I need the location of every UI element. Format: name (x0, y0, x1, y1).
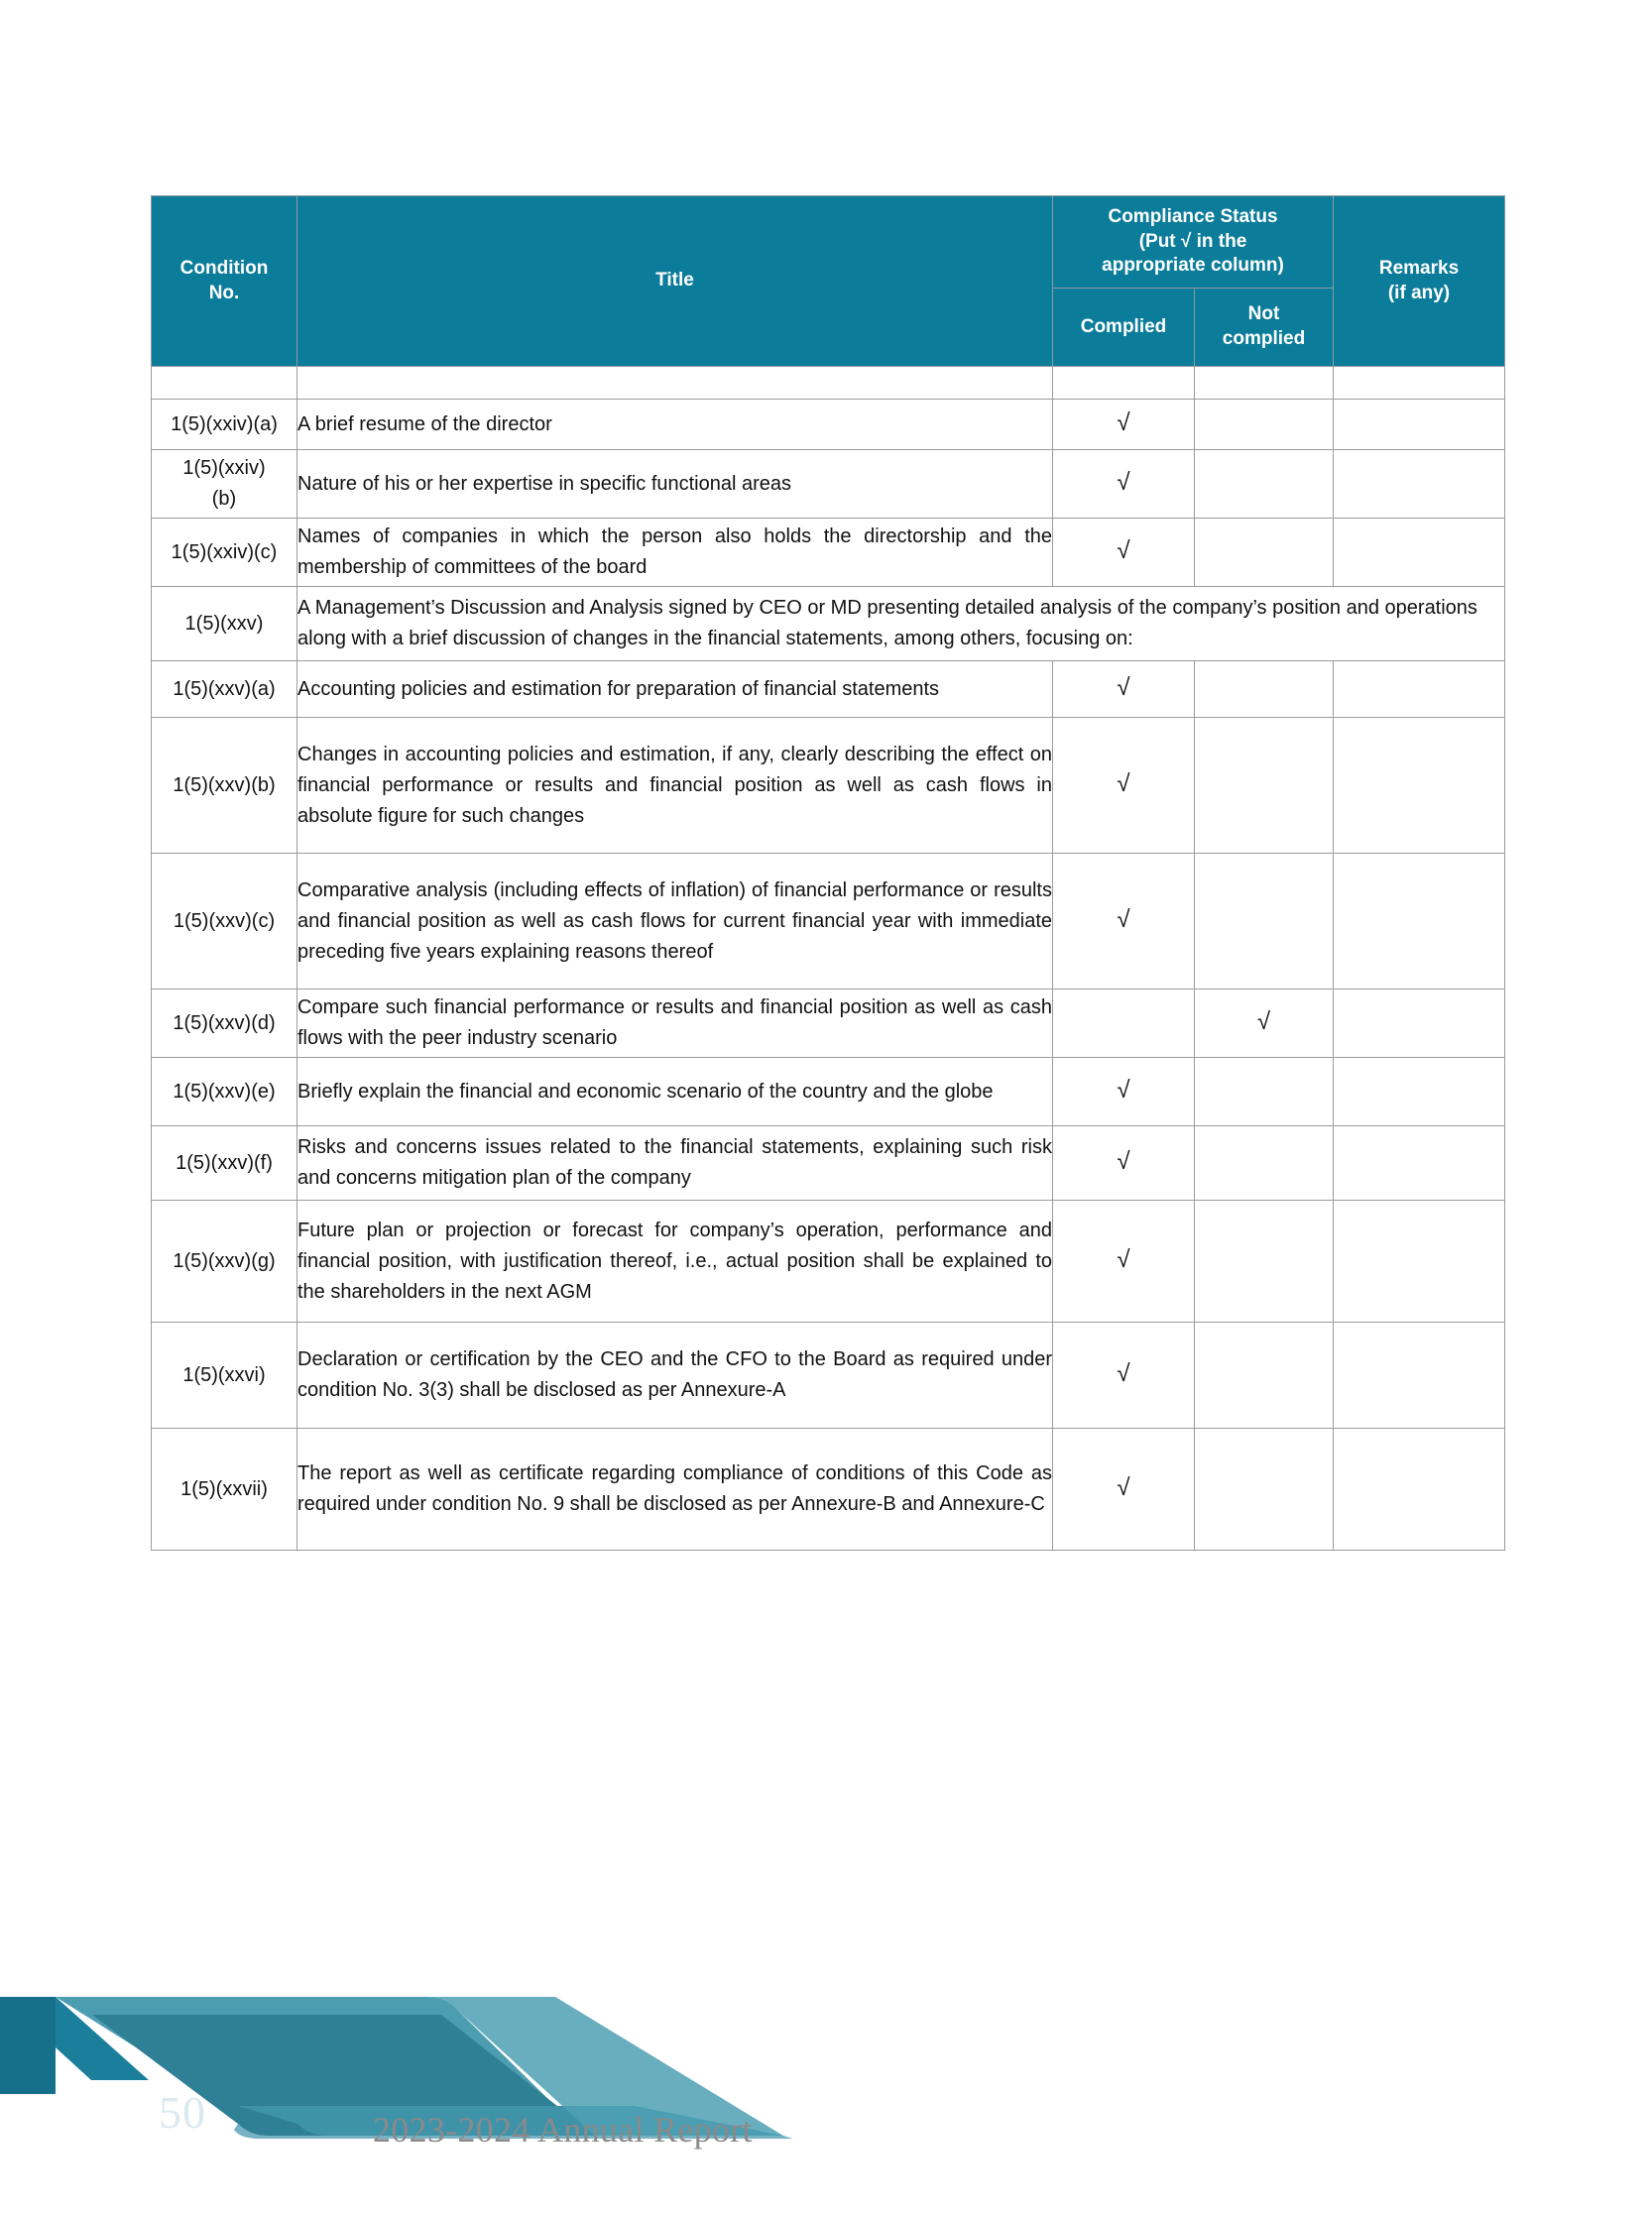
cell-complied-checkmark (1053, 1126, 1195, 1201)
check-icon: √ (1117, 536, 1130, 564)
column-header-compliance-status (1053, 196, 1334, 289)
condition-no-label-line1: Condition (179, 257, 269, 279)
cell-condition-no (152, 519, 297, 587)
complied-label: Complied (1080, 315, 1167, 337)
cell-title (297, 718, 1053, 854)
cell-not-complied-checkmark (1195, 450, 1334, 519)
cell-remarks (1334, 519, 1505, 587)
cell-title (297, 367, 1053, 400)
table-row (152, 450, 1505, 519)
cell-not-complied-checkmark (1195, 1201, 1334, 1323)
cell-condition-no (152, 367, 297, 400)
cell-remarks (1334, 661, 1505, 718)
remarks-label-line2: (if any) (1387, 282, 1451, 303)
cell-not-complied-checkmark (1195, 854, 1334, 990)
cell-complied-checkmark (1053, 1323, 1195, 1429)
cell-remarks (1334, 367, 1505, 400)
cell-not-complied-checkmark (1195, 1126, 1334, 1201)
cell-complied-checkmark (1053, 661, 1195, 718)
condition-no-text: 1(5)(xxv)(f) (176, 1151, 273, 1174)
cell-not-complied-checkmark (1195, 519, 1334, 587)
column-header-remarks (1334, 196, 1505, 367)
cell-complied-checkmark (1053, 990, 1195, 1058)
cell-complied-checkmark (1053, 519, 1195, 587)
cell-remarks (1334, 450, 1505, 519)
cell-remarks (1334, 1058, 1505, 1126)
condition-no-text: 1(5)(xxv)(e) (173, 1080, 276, 1103)
cell-condition-no (152, 450, 297, 519)
cell-title (297, 1429, 1053, 1551)
check-icon: √ (1117, 1147, 1130, 1175)
condition-no-text: 1(5)(xxiv)(c) (171, 540, 278, 563)
cell-title (297, 1201, 1053, 1323)
compliance-table-container (151, 195, 1504, 1551)
cell-title (297, 990, 1053, 1058)
table-row (152, 1201, 1505, 1323)
check-icon: √ (1256, 1007, 1271, 1035)
title-text: Accounting policies and estimation for preparation of financial statements (297, 677, 940, 700)
table-row (152, 367, 1505, 400)
check-icon: √ (1117, 1473, 1130, 1501)
check-icon: √ (1117, 769, 1130, 797)
cell-not-complied-checkmark (1195, 1429, 1334, 1551)
cell-remarks (1334, 400, 1505, 450)
cell-remarks (1334, 1323, 1505, 1429)
cell-complied-checkmark (1053, 1429, 1195, 1551)
check-icon: √ (1117, 468, 1130, 496)
compliance-status-line1: Compliance Status (1108, 205, 1278, 227)
cell-title (297, 854, 1053, 990)
cell-complied-checkmark (1053, 1201, 1195, 1323)
cell-not-complied-checkmark (1195, 1058, 1334, 1126)
table-row (152, 1126, 1505, 1201)
condition-no-text: 1(5)(xxv)(b) (173, 773, 276, 796)
cell-not-complied-checkmark (1195, 718, 1334, 854)
compliance-status-table (151, 195, 1505, 1551)
footer-annual-report-label: 2023-2024 Annual Report (373, 2110, 753, 2150)
cell-title (297, 450, 1053, 519)
table-row (152, 519, 1505, 587)
title-text: Changes in accounting policies and estimation, if any, clearly describing the effect on financial performance or results and financial position as well as cash flows in absolute figure for such changes (297, 743, 1052, 827)
not-complied-label-line2: complied (1222, 328, 1306, 349)
cell-condition-no (152, 661, 297, 718)
condition-no-text: 1(5)(xxvii) (180, 1477, 268, 1500)
table-row (152, 1323, 1505, 1429)
cell-condition-no (152, 1323, 297, 1429)
column-header-condition-no (152, 196, 297, 367)
cell-complied-checkmark (1053, 450, 1195, 519)
column-header-title (297, 196, 1053, 367)
cell-title (297, 1323, 1053, 1429)
title-text: A brief resume of the director (297, 412, 552, 435)
ribbon-edge-left (0, 1997, 56, 2094)
cell-complied-checkmark (1053, 718, 1195, 854)
cell-title (297, 400, 1053, 450)
title-text: The report as well as certificate regarding compliance of conditions of this Code as required under condition No. 9 shall be disclosed as per Annexure-B and Annexure-C (297, 1462, 1052, 1515)
cell-title-fullwidth (297, 587, 1505, 661)
cell-condition-no (152, 587, 297, 661)
check-icon: √ (1117, 1245, 1130, 1273)
title-text: Nature of his or her expertise in specific functional areas (297, 472, 792, 495)
cell-title (297, 1126, 1053, 1201)
column-header-not-complied (1195, 289, 1334, 367)
table-row (152, 718, 1505, 854)
check-icon: √ (1117, 1076, 1130, 1104)
cell-condition-no (152, 1126, 297, 1201)
condition-no-text: 1(5)(xxv)(a) (173, 677, 276, 700)
condition-no-text: 1(5)(xxv)(c) (173, 909, 276, 932)
table-row (152, 661, 1505, 718)
table-row (152, 587, 1505, 661)
header-row-primary (152, 196, 1505, 289)
cell-condition-no (152, 1058, 297, 1126)
remarks-label-line1: Remarks (1378, 257, 1460, 279)
title-label: Title (655, 270, 694, 291)
title-text: Compare such financial performance or results and financial position as well as cash flows with the peer industry scenario (297, 996, 1052, 1049)
title-text: Declaration or certification by the CEO and the CFO to the Board as required under condition No. 3(3) shall be disclosed as per Annexure-A (297, 1348, 1052, 1401)
cell-not-complied-checkmark (1195, 400, 1334, 450)
cell-complied-checkmark (1053, 400, 1195, 450)
cell-title (297, 1058, 1053, 1126)
cell-not-complied-checkmark (1195, 1323, 1334, 1429)
table-row (152, 854, 1505, 990)
cell-title (297, 519, 1053, 587)
condition-no-text-cont: (b) (211, 488, 237, 510)
title-text: Briefly explain the financial and economic scenario of the country and the globe (297, 1080, 994, 1103)
cell-not-complied-checkmark (1195, 990, 1334, 1058)
cell-condition-no (152, 990, 297, 1058)
compliance-status-line2: (Put √ in the (1138, 230, 1247, 252)
check-icon: √ (1117, 408, 1130, 436)
condition-no-text: 1(5)(xxiv) (182, 457, 266, 479)
cell-complied-checkmark (1053, 367, 1195, 400)
cell-remarks (1334, 1201, 1505, 1323)
footer-ribbon-graphic (0, 1985, 1652, 2213)
cell-not-complied-checkmark (1195, 661, 1334, 718)
table-header (152, 196, 1505, 367)
cell-remarks (1334, 718, 1505, 854)
cell-condition-no (152, 400, 297, 450)
table-row (152, 1429, 1505, 1551)
cell-condition-no (152, 1429, 297, 1551)
cell-condition-no (152, 854, 297, 990)
compliance-status-line3: appropriate column) (1102, 255, 1284, 277)
title-text: A Management’s Discussion and Analysis signed by CEO or MD presenting detailed analysis of the company’s position and operations along with a brief discussion of changes in the financial statements, among others, focusing on: (297, 597, 1477, 649)
not-complied-label-line1: Not (1247, 303, 1280, 325)
page-number: 50 (159, 2087, 206, 2138)
cell-condition-no (152, 718, 297, 854)
cell-title (297, 661, 1053, 718)
condition-no-label-line2: No. (208, 282, 240, 303)
cell-not-complied-checkmark (1195, 367, 1334, 400)
cell-remarks (1334, 1126, 1505, 1201)
table-body (152, 367, 1505, 1551)
cell-remarks (1334, 990, 1505, 1058)
cell-remarks (1334, 1429, 1505, 1551)
cell-complied-checkmark (1053, 1058, 1195, 1126)
table-row (152, 400, 1505, 450)
condition-no-text: 1(5)(xxiv)(a) (171, 412, 278, 435)
condition-no-text: 1(5)(xxv)(g) (173, 1249, 276, 1272)
cell-complied-checkmark (1053, 854, 1195, 990)
check-icon: √ (1117, 673, 1130, 701)
column-header-complied (1053, 289, 1195, 367)
title-text: Risks and concerns issues related to the financial statements, explaining such risk and concerns mitigation plan of the company (297, 1136, 1052, 1189)
condition-no-text: 1(5)(xxvi) (182, 1363, 266, 1386)
check-icon: √ (1117, 905, 1130, 933)
condition-no-text: 1(5)(xxv) (184, 612, 264, 635)
cell-condition-no (152, 1201, 297, 1323)
title-text: Future plan or projection or forecast for company’s operation, performance and financial position, with justification thereof, i.e., actual position shall be explained to the shareholders in the next AGM (297, 1219, 1052, 1303)
check-icon: √ (1117, 1359, 1130, 1387)
table-row (152, 990, 1505, 1058)
condition-no-text: 1(5)(xxv)(d) (173, 1011, 276, 1034)
cell-remarks (1334, 854, 1505, 990)
table-row (152, 1058, 1505, 1126)
title-text: Comparative analysis (including effects of inflation) of financial performance or results and financial position as well as cash flows for current financial year with immediate preceding five years explaining reasons thereof (297, 878, 1052, 963)
title-text: Names of companies in which the person also holds the directorship and the membership of committees of the board (297, 525, 1052, 578)
